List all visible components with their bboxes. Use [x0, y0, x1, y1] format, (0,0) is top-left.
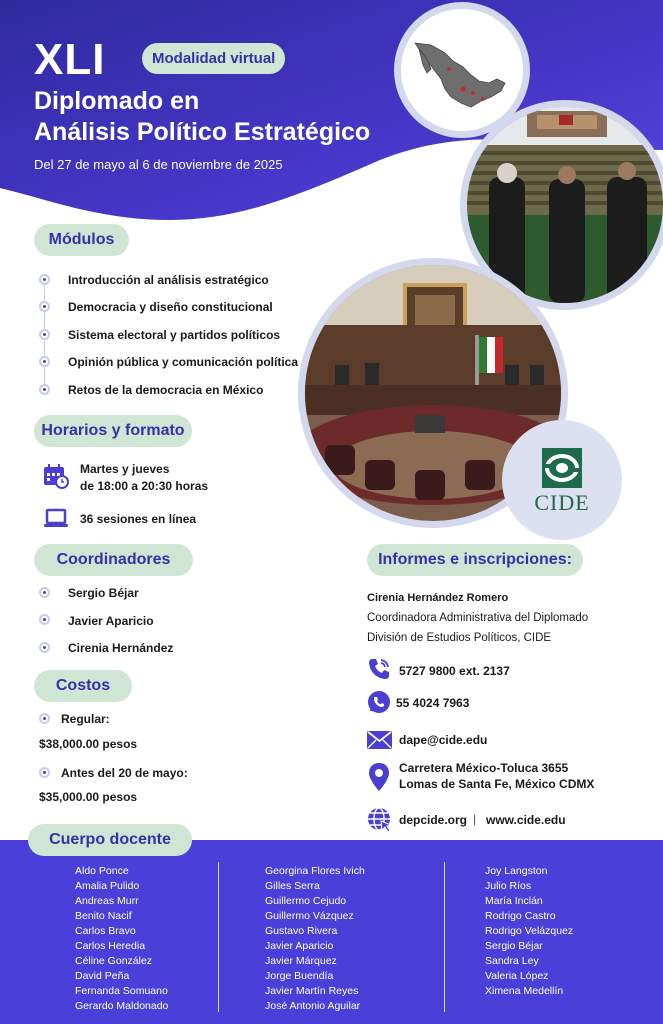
faculty-member: Javier Aparicio: [265, 940, 334, 952]
early-label: Antes del 20 de mayo:: [61, 766, 188, 780]
faculty-member: Carlos Bravo: [75, 925, 136, 937]
bullet-icon: [39, 767, 50, 778]
faculty-member: Fernanda Somuano: [75, 985, 168, 997]
contact-division: División de Estudios Políticos, CIDE: [367, 632, 552, 644]
bullet-icon: [39, 642, 50, 653]
globe-cursor-icon: [367, 807, 393, 833]
modulo-item: Democracia y diseño constitucional: [68, 300, 273, 314]
coordinador-item: Sergio Béjar: [68, 586, 139, 600]
faculty-member: Georgina Flores Ivich: [265, 865, 365, 877]
horarios-heading: Horarios y formato: [34, 415, 192, 447]
website-link-cide[interactable]: www.cide.edu: [486, 813, 566, 827]
costos-heading: Costos: [34, 670, 132, 702]
laptop-icon: [43, 508, 69, 530]
faculty-member: Andreas Murr: [75, 895, 139, 907]
faculty-member: Gustavo Rivera: [265, 925, 338, 937]
phone-icon: [367, 657, 391, 681]
faculty-member: Julio Ríos: [485, 880, 532, 892]
informes-heading: Informes e inscripciones:: [367, 544, 583, 576]
whatsapp-icon: [367, 690, 391, 714]
bullet-icon: [39, 713, 50, 724]
bullet-icon: [39, 329, 50, 340]
location-pin-icon: [367, 762, 391, 792]
modulo-item: Introducción al análisis estratégico: [68, 273, 269, 287]
modulo-item: Sistema electoral y partidos políticos: [68, 328, 281, 342]
faculty-member: Sergio Béjar: [485, 940, 543, 952]
faculty-member: Carlos Heredia: [75, 940, 146, 952]
email-icon: [367, 731, 392, 749]
cuerpo-docente-heading: Cuerpo docente: [28, 824, 192, 856]
faculty-member: Guillermo Cejudo: [265, 895, 347, 907]
faculty-member: Jorge Buendía: [265, 970, 334, 982]
faculty-member: Amalia Pulido: [75, 880, 140, 892]
regular-price: $38,000.00 pesos: [39, 737, 138, 751]
bullet-icon: [39, 356, 50, 367]
faculty-member: Guillermo Vázquez: [265, 910, 354, 922]
modulo-item: Retos de la democracia en México: [68, 383, 264, 397]
sessions-count: 36 sesiones en línea: [80, 512, 197, 526]
phone-link[interactable]: 5727 9800 ext. 2137: [399, 664, 510, 678]
faculty-member: José Antonio Aguilar: [265, 1000, 361, 1012]
whatsapp-link[interactable]: 55 4024 7963: [396, 696, 470, 710]
schedule-days: Martes y jueves: [80, 462, 170, 476]
faculty-member: Javier Márquez: [265, 955, 337, 967]
address-line-1: Carretera México-Toluca 3655: [399, 761, 569, 775]
contact-role: Coordinadora Administrativa del Diplomado: [367, 612, 589, 624]
cide-logo-text: CIDE: [534, 490, 590, 515]
faculty-column-2: [265, 864, 365, 1014]
title-line-2: Análisis Político Estratégico: [34, 118, 371, 146]
bullet-icon: [39, 587, 50, 598]
faculty-member: María Inclán: [485, 895, 543, 907]
faculty-member: Valeria López: [485, 970, 549, 982]
early-price: $35,000.00 pesos: [39, 790, 138, 804]
faculty-member: Aldo Ponce: [75, 865, 129, 877]
column-divider: [444, 862, 445, 1012]
faculty-member: Céline González: [75, 955, 153, 967]
modality-badge: Modalidad virtual: [142, 43, 285, 74]
faculty-member: Sandra Ley: [485, 955, 539, 967]
website-separator: |: [473, 812, 477, 826]
title-line-1: Diplomado en: [34, 87, 200, 115]
modulo-item: Opinión pública y comunicación política: [68, 355, 299, 369]
faculty-member: Rodrigo Castro: [485, 910, 556, 922]
coordinador-item: Cirenia Hernández: [68, 641, 174, 655]
faculty-member: Ximena Medellín: [485, 985, 564, 997]
faculty-member: Joy Langston: [485, 865, 548, 877]
regular-label: Regular:: [61, 712, 110, 726]
faculty-column-3: [485, 864, 573, 999]
program-dates: Del 27 de mayo al 6 de noviembre de 2025: [34, 157, 283, 172]
bullet-icon: [39, 301, 50, 312]
coordinadores-heading: Coordinadores: [34, 544, 193, 576]
page-title: [34, 86, 370, 148]
faculty-member: Rodrigo Velázquez: [485, 925, 574, 937]
faculty-member: Gilles Serra: [265, 880, 320, 892]
bullet-icon: [39, 614, 50, 625]
contact-name: Cirenia Hernández Romero: [367, 592, 509, 604]
faculty-member: Benito Nacif: [75, 910, 132, 922]
column-divider: [218, 862, 219, 1012]
cide-logo: [502, 420, 622, 540]
edition-number: XLI: [34, 35, 106, 84]
bullet-icon: [39, 384, 50, 395]
faculty-member: David Peña: [75, 970, 130, 982]
website-link-depcide[interactable]: depcide.org: [399, 813, 468, 827]
email-link[interactable]: dape@cide.edu: [399, 733, 488, 747]
schedule-hours: de 18:00 a 20:30 horas: [80, 479, 209, 493]
coordinador-item: Javier Aparicio: [68, 614, 154, 628]
faculty-column-1: [75, 864, 168, 1014]
modulos-heading: Módulos: [34, 224, 129, 256]
calendar-clock-icon: [43, 463, 69, 489]
bullet-icon: [39, 274, 50, 285]
faculty-member: Gerardo Maldonado: [75, 1000, 169, 1012]
faculty-member: Javier Martín Reyes: [265, 985, 359, 997]
address-line-2: Lomas de Santa Fe, México CDMX: [399, 777, 595, 791]
